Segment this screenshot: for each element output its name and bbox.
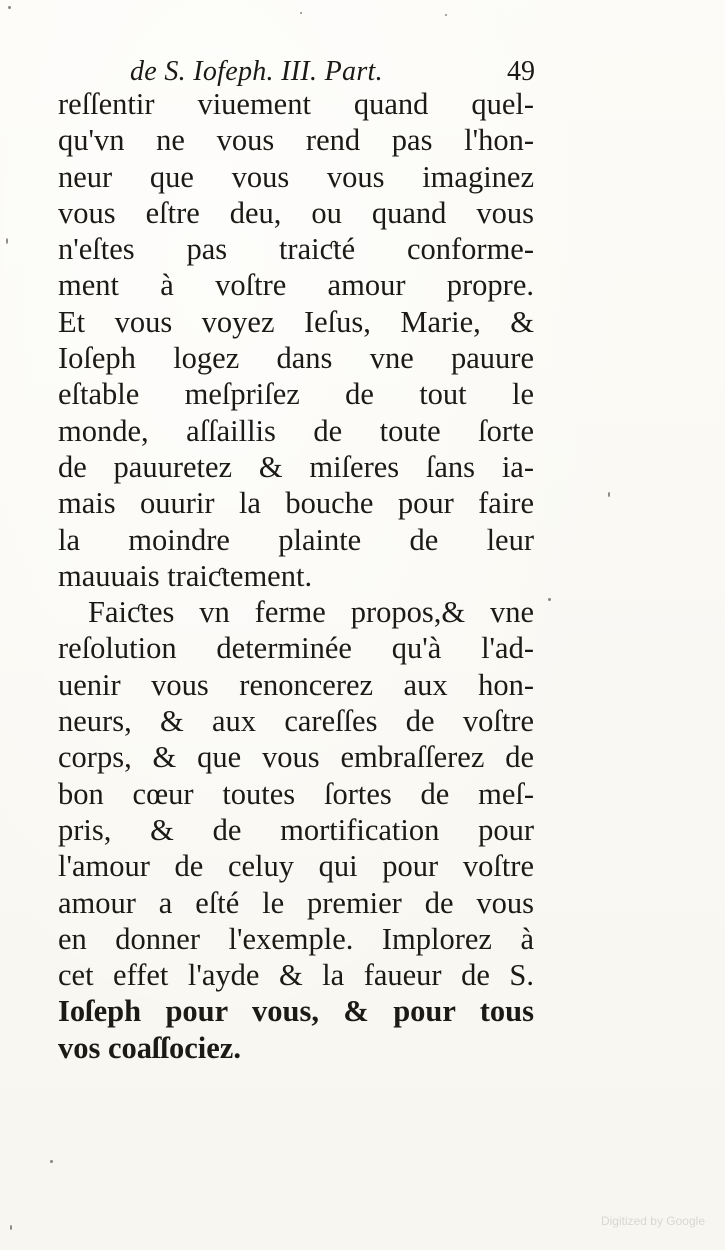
paper-speck xyxy=(548,598,551,601)
text-line: l'amour de celuy qui pour voſtre xyxy=(58,849,534,884)
text-line: pris, & de mortification pour xyxy=(58,812,534,847)
paper-speck xyxy=(300,12,302,14)
paper-speck xyxy=(8,6,11,9)
text-line: Ioſeph pour vous, & pour tous xyxy=(58,994,534,1029)
text-line: de pauuretez & miſeres ſans ia- xyxy=(58,449,534,484)
body-text xyxy=(58,86,534,1066)
text-line: eſtable meſpriſez de tout le xyxy=(58,377,534,412)
text-line: en donner l'exemple. Implorez à xyxy=(58,921,534,956)
text-line: vos coaſſociez. xyxy=(58,1030,241,1065)
paper-speck xyxy=(608,492,610,497)
paper-speck xyxy=(50,1160,53,1163)
text-line: mais ouurir la bouche pour faire xyxy=(58,486,534,521)
text-line: ment à voſtre amour propre. xyxy=(58,268,534,303)
watermark: Digitized by Google xyxy=(600,1214,705,1228)
text-line: n'eſtes pas traiƈté conforme- xyxy=(58,232,534,267)
text-line: vous eſtre deu, ou quand vous xyxy=(58,195,534,230)
text-line: bon cœur toutes ſortes de meſ- xyxy=(58,776,534,811)
text-line: cet effet l'ayde & la faueur de S. xyxy=(58,958,534,993)
text-line: Ioſeph logez dans vne pauure xyxy=(58,341,534,376)
text-line: amour a eſté le premier de vous xyxy=(58,885,534,920)
paragraph-first-line: Faiƈtes vn ferme propos,& vne xyxy=(88,595,534,630)
page-number: 49 xyxy=(507,56,535,87)
text-line: Et vous voyez Ieſus, Marie, & xyxy=(58,304,534,339)
text-line: neur que vous vous imaginez xyxy=(58,159,534,194)
text-line: reſſentir viuement quand quel- xyxy=(58,87,534,121)
text-line: monde, aſſaillis de toute ſorte xyxy=(58,413,534,448)
text-line: qu'vn ne vous rend pas l'hon- xyxy=(58,123,534,158)
text-line: uenir vous renoncerez aux hon- xyxy=(58,667,534,702)
running-title: de S. Iofeph. III. Part. xyxy=(130,56,383,87)
text-line: la moindre plainte de leur xyxy=(58,522,534,557)
text-line: reſolution determinée qu'à l'ad- xyxy=(58,631,534,666)
text-line: neurs, & aux careſſes de voſtre xyxy=(58,704,534,739)
paper-speck xyxy=(10,1225,12,1230)
paper-speck xyxy=(6,238,8,244)
text-line: corps, & que vous embraſſerez de xyxy=(58,740,534,775)
paper-speck xyxy=(445,14,447,16)
text-line: mauuais traiƈtement. xyxy=(58,558,313,593)
